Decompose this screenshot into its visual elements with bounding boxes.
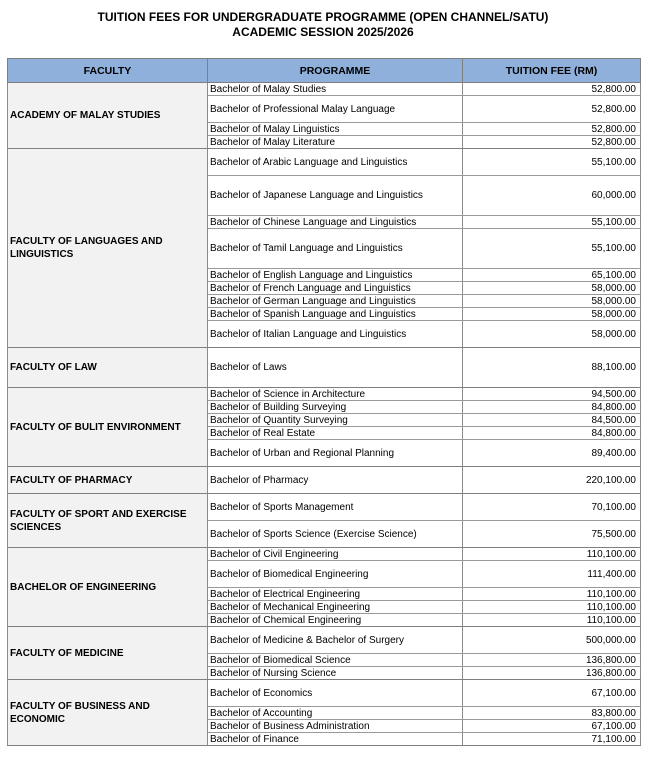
programme-cell: Bachelor of Malay Linguistics <box>208 123 463 136</box>
table-row <box>8 627 641 654</box>
faculty-cell: FACULTY OF LAW <box>8 348 208 388</box>
table-row <box>8 548 641 561</box>
table-row <box>8 388 641 401</box>
programme-cell: Bachelor of Pharmacy <box>208 467 463 494</box>
table-row <box>8 149 641 176</box>
fee-cell: 55,100.00 <box>463 149 641 176</box>
fee-cell: 55,100.00 <box>463 216 641 229</box>
fee-cell: 84,800.00 <box>463 401 641 414</box>
programme-cell: Bachelor of German Language and Linguistics <box>208 295 463 308</box>
programme-cell: Bachelor of Biomedical Science <box>208 654 463 667</box>
fee-cell: 84,800.00 <box>463 427 641 440</box>
programme-cell: Bachelor of Accounting <box>208 707 463 720</box>
programme-cell: Bachelor of Civil Engineering <box>208 548 463 561</box>
programme-cell: Bachelor of Laws <box>208 348 463 388</box>
faculty-cell: FACULTY OF SPORT AND EXERCISE SCIENCES <box>8 494 208 548</box>
fee-cell: 136,800.00 <box>463 667 641 680</box>
fee-cell: 75,500.00 <box>463 521 641 548</box>
page-subtitle: ACADEMIC SESSION 2025/2026 <box>232 25 414 39</box>
programme-cell: Bachelor of Professional Malay Language <box>208 96 463 123</box>
programme-cell: Bachelor of Malay Studies <box>208 83 463 96</box>
fee-cell: 110,100.00 <box>463 548 641 561</box>
fee-cell: 58,000.00 <box>463 308 641 321</box>
table-row <box>8 83 641 96</box>
fee-cell: 71,100.00 <box>463 733 641 746</box>
fee-cell: 110,100.00 <box>463 588 641 601</box>
fee-cell: 52,800.00 <box>463 136 641 149</box>
fee-cell: 52,800.00 <box>463 123 641 136</box>
programme-cell: Bachelor of Spanish Language and Linguistics <box>208 308 463 321</box>
programme-cell: Bachelor of Nursing Science <box>208 667 463 680</box>
programme-cell: Bachelor of English Language and Linguistics <box>208 269 463 282</box>
programme-cell: Bachelor of Medicine & Bachelor of Surgery <box>208 627 463 654</box>
fee-cell: 84,500.00 <box>463 414 641 427</box>
programme-cell: Bachelor of Building Surveying <box>208 401 463 414</box>
faculty-cell: FACULTY OF BULIT ENVIRONMENT <box>8 388 208 467</box>
fee-cell: 55,100.00 <box>463 229 641 269</box>
fee-cell: 94,500.00 <box>463 388 641 401</box>
programme-cell: Bachelor of Sports Science (Exercise Science) <box>208 521 463 548</box>
programme-cell: Bachelor of Italian Language and Linguistics <box>208 321 463 348</box>
table-body <box>8 83 641 746</box>
fee-cell: 67,100.00 <box>463 720 641 733</box>
programme-cell: Bachelor of Real Estate <box>208 427 463 440</box>
fee-cell: 83,800.00 <box>463 707 641 720</box>
programme-cell: Bachelor of Chemical Engineering <box>208 614 463 627</box>
fee-column-header: TUITION FEE (RM) <box>463 59 641 83</box>
tuition-fee-table <box>7 58 641 746</box>
fee-cell: 110,100.00 <box>463 601 641 614</box>
page-title: TUITION FEES FOR UNDERGRADUATE PROGRAMME (OPEN CHANNEL/SATU) <box>97 10 549 24</box>
fee-cell: 58,000.00 <box>463 295 641 308</box>
faculty-column-header: FACULTY <box>8 59 208 83</box>
faculty-cell: FACULTY OF MEDICINE <box>8 627 208 680</box>
fee-cell: 52,800.00 <box>463 96 641 123</box>
fee-cell: 70,100.00 <box>463 494 641 521</box>
faculty-cell: FACULTY OF LANGUAGES AND LINGUISTICS <box>8 149 208 348</box>
programme-cell: Bachelor of Electrical Engineering <box>208 588 463 601</box>
faculty-cell: FACULTY OF BUSINESS AND ECONOMIC <box>8 680 208 746</box>
fee-cell: 220,100.00 <box>463 467 641 494</box>
fee-cell: 88,100.00 <box>463 348 641 388</box>
fee-cell: 500,000.00 <box>463 627 641 654</box>
fee-cell: 110,100.00 <box>463 614 641 627</box>
programme-cell: Bachelor of Sports Management <box>208 494 463 521</box>
fee-cell: 136,800.00 <box>463 654 641 667</box>
programme-cell: Bachelor of Chinese Language and Linguistics <box>208 216 463 229</box>
table-header-row <box>8 59 641 83</box>
faculty-cell: ACADEMY OF MALAY STUDIES <box>8 83 208 149</box>
fee-cell: 111,400.00 <box>463 561 641 588</box>
programme-column-header: PROGRAMME <box>208 59 463 83</box>
programme-cell: Bachelor of Quantity Surveying <box>208 414 463 427</box>
programme-cell: Bachelor of Biomedical Engineering <box>208 561 463 588</box>
programme-cell: Bachelor of Business Administration <box>208 720 463 733</box>
fee-cell: 52,800.00 <box>463 83 641 96</box>
fee-cell: 65,100.00 <box>463 269 641 282</box>
fee-cell: 67,100.00 <box>463 680 641 707</box>
programme-cell: Bachelor of Malay Literature <box>208 136 463 149</box>
programme-cell: Bachelor of Urban and Regional Planning <box>208 440 463 467</box>
table-row <box>8 348 641 388</box>
fee-cell: 58,000.00 <box>463 282 641 295</box>
table-row <box>8 467 641 494</box>
fee-cell: 60,000.00 <box>463 176 641 216</box>
programme-cell: Bachelor of Economics <box>208 680 463 707</box>
table-row <box>8 494 641 521</box>
fee-cell: 58,000.00 <box>463 321 641 348</box>
programme-cell: Bachelor of Mechanical Engineering <box>208 601 463 614</box>
programme-cell: Bachelor of Science in Architecture <box>208 388 463 401</box>
faculty-cell: BACHELOR OF ENGINEERING <box>8 548 208 627</box>
programme-cell: Bachelor of French Language and Linguistics <box>208 282 463 295</box>
programme-cell: Bachelor of Finance <box>208 733 463 746</box>
programme-cell: Bachelor of Tamil Language and Linguistics <box>208 229 463 269</box>
programme-cell: Bachelor of Arabic Language and Linguistics <box>208 149 463 176</box>
faculty-cell: FACULTY OF PHARMACY <box>8 467 208 494</box>
programme-cell: Bachelor of Japanese Language and Linguistics <box>208 176 463 216</box>
table-row <box>8 680 641 707</box>
fee-cell: 89,400.00 <box>463 440 641 467</box>
